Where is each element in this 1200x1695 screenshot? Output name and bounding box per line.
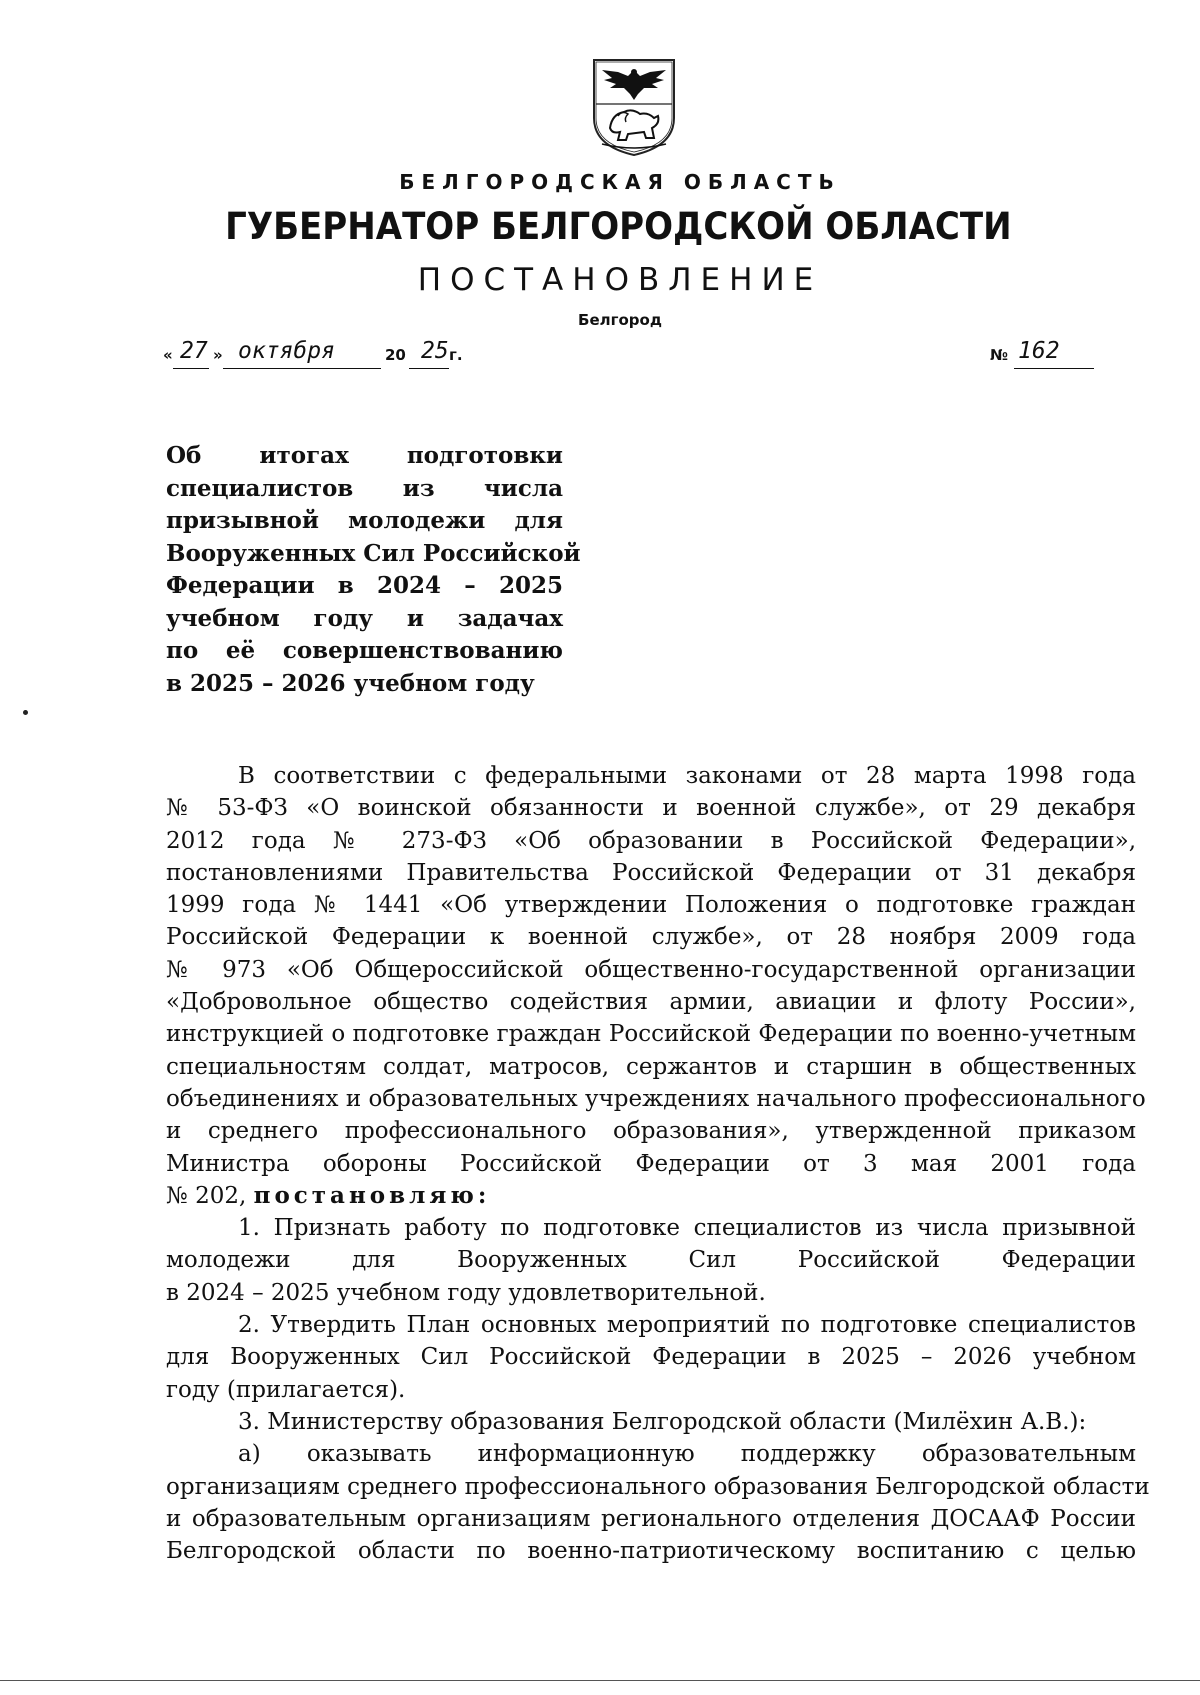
item-1-line: молодежи для Вооруженных Сил Российской Федерации bbox=[166, 1247, 1136, 1274]
decree-word: постановляю: bbox=[253, 1181, 491, 1209]
number-label: № bbox=[990, 346, 1009, 364]
body-line: постановлениями Правительства Российской Федерации от 31 декабря bbox=[166, 859, 1136, 886]
subject-line: учебном году и задачах bbox=[166, 604, 563, 632]
body-line: инструкцией о подготовке граждан Российской Федерации по военно-учетным bbox=[166, 1021, 1136, 1048]
item-1-line: в 2024 – 2025 учебном году удовлетворительной. bbox=[166, 1279, 766, 1306]
item-3a-line: Белгородской области по военно-патриотическому воспитанию с целью bbox=[166, 1538, 1136, 1565]
item-3a-line: а) оказывать информационную поддержку образовательным bbox=[238, 1441, 1136, 1468]
date-year-suffix: г. bbox=[449, 346, 463, 364]
subject-line: Об итогах подготовки bbox=[166, 442, 563, 469]
item-3a-line: организациям среднего профессионального образования Белгородской области bbox=[166, 1473, 1150, 1500]
body-line: объединениях и образовательных учреждениях начального профессионального bbox=[166, 1085, 1146, 1112]
body-line: 1999 года № 1441 «Об утверждении Положения о подготовке граждан bbox=[166, 892, 1136, 919]
body-last-prefix: № 202, bbox=[166, 1182, 254, 1209]
body-line: № 973 «Об Общероссийской общественно-государственной организации bbox=[166, 956, 1136, 983]
body-line: 2012 года № 273-ФЗ «Об образовании в Российской Федерации», bbox=[166, 827, 1136, 854]
item-1-line: 1. Признать работу по подготовке специалистов из числа призывной bbox=[238, 1215, 1136, 1242]
body-line: и среднего профессионального образования», утвержденной приказом bbox=[166, 1118, 1136, 1145]
item-3a-line: и образовательным организациям регионального отделения ДОСААФ России bbox=[166, 1505, 1136, 1532]
date-century: 20 bbox=[385, 346, 406, 364]
document-type-title: ПОСТАНОВЛЕНИЕ bbox=[417, 262, 823, 298]
subject-line: призывной молодежи для bbox=[166, 507, 563, 534]
scan-speck bbox=[23, 710, 28, 715]
region-title: БЕЛГОРОДСКАЯ ОБЛАСТЬ bbox=[399, 170, 841, 194]
item-2-line: году (прилагается). bbox=[166, 1376, 406, 1403]
body-line: В соответствии с федеральными законами от 28 марта 1998 года bbox=[238, 763, 1136, 789]
item-2-line: 2. Утвердить План основных мероприятий по подготовке специалистов bbox=[238, 1312, 1136, 1339]
subject-line: Федерации в 2024 – 2025 bbox=[166, 572, 563, 599]
date-close-quote: » bbox=[213, 346, 223, 364]
body-line: № 53-ФЗ «О воинской обязанности и военной службе», от 29 декабря bbox=[166, 795, 1136, 822]
body-line: Российской Федерации к военной службе», от 28 ноября 2009 года bbox=[166, 924, 1136, 951]
body-line: Министра обороны Российской Федерации от 3 мая 2001 года bbox=[166, 1150, 1136, 1177]
page-edge-rule bbox=[0, 1680, 1200, 1681]
subject-line: специалистов из числа bbox=[166, 474, 563, 502]
city-label: Белгород bbox=[578, 311, 662, 329]
document-body bbox=[166, 760, 1150, 1567]
date-day: 27 bbox=[180, 338, 208, 364]
item-2-line: для Вооруженных Сил Российской Федерации в 2025 – 2026 учебном bbox=[166, 1344, 1136, 1371]
item-3-line: 3. Министерству образования Белгородской области (Милёхин А.В.): bbox=[238, 1408, 1087, 1435]
decree-line bbox=[166, 1180, 1136, 1212]
body-line: «Добровольное общество содействия армии, авиации и флоту России», bbox=[166, 989, 1136, 1016]
body-line: специальностям солдат, матросов, сержантов и старшин в общественных bbox=[166, 1053, 1136, 1080]
subject-line: в 2025 – 2026 учебном году bbox=[166, 669, 535, 697]
date-open-quote: « bbox=[163, 346, 173, 364]
authority-title: ГУБЕРНАТОР БЕЛГОРОДСКОЙ ОБЛАСТИ bbox=[225, 205, 1012, 248]
subject-line: по её совершенствованию bbox=[166, 637, 563, 664]
number-value: 162 bbox=[1018, 338, 1060, 364]
subject-line: Вооруженных Сил Российской bbox=[166, 539, 581, 567]
date-year: 25 bbox=[421, 338, 449, 364]
document-subject bbox=[166, 440, 581, 700]
date-month: октября bbox=[238, 338, 335, 364]
coat-of-arms-icon bbox=[588, 56, 680, 158]
